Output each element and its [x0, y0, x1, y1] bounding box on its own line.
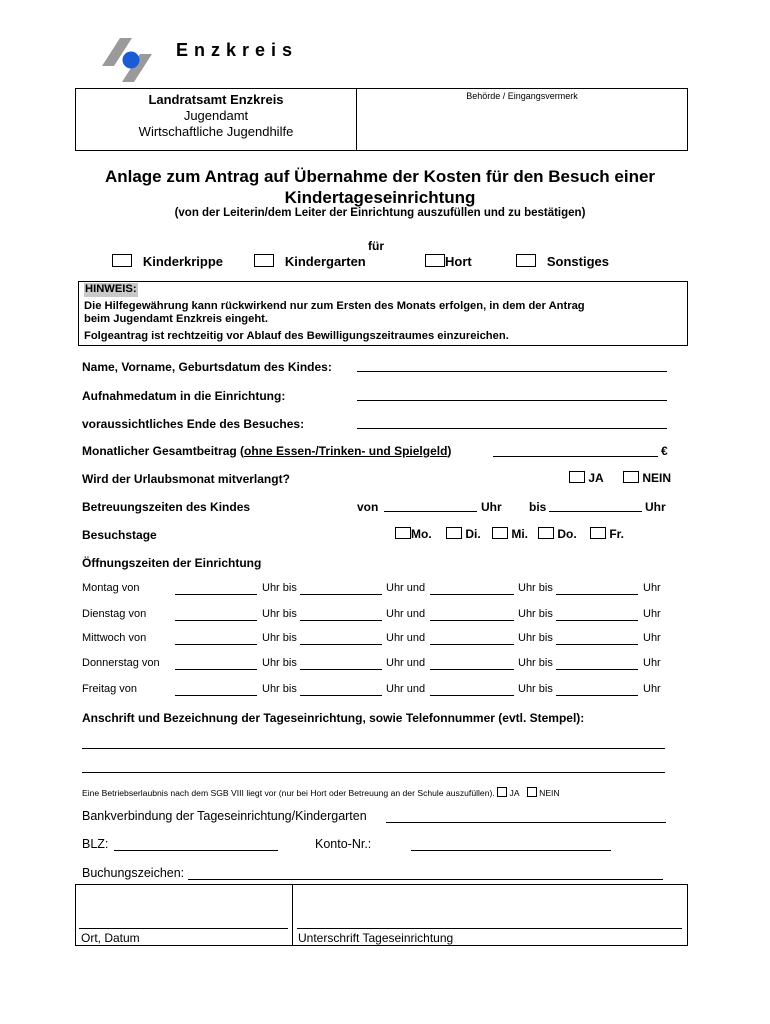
- oeffnung-day-label: Mittwoch von: [82, 632, 147, 644]
- oeffnung-field[interactable]: [300, 620, 382, 621]
- ende-label: voraussichtliches Ende des Besuches:: [82, 417, 305, 431]
- buchung-field[interactable]: [188, 879, 663, 880]
- oeffnung-uhr-bis: Uhr bis: [262, 632, 297, 644]
- betrag-suffix: ): [447, 444, 452, 458]
- oeffnung-field[interactable]: [430, 644, 514, 645]
- hinweis-line-3: Folgeantrag ist rechtzeitig vor Ablauf des Bewilligungszeitraumes einzureichen.: [84, 329, 509, 342]
- day-fr[interactable]: [590, 527, 624, 541]
- day-do[interactable]: [538, 527, 577, 541]
- oeffnung-field[interactable]: [175, 669, 257, 670]
- title-line-1: Anlage zum Antrag auf Übernahme der Kosten für den Besuch einer: [104, 167, 656, 186]
- oeffnung-field[interactable]: [175, 695, 257, 696]
- day-mo-label: Mo.: [411, 527, 432, 541]
- ende-field[interactable]: [357, 428, 667, 429]
- oeffnung-field[interactable]: [430, 669, 514, 670]
- oeffnung-uhr-und: Uhr und: [386, 683, 426, 695]
- oeffnung-uhr-bis: Uhr bis: [518, 608, 553, 620]
- signature-box: [75, 884, 688, 946]
- betrag-label: [82, 444, 451, 458]
- day-do-label: Do.: [557, 527, 577, 541]
- aufnahme-field[interactable]: [357, 400, 667, 401]
- konto-label: Konto-Nr.:: [315, 837, 372, 851]
- logo-text: Enzkreis: [176, 40, 299, 60]
- office-name: Landratsamt Enzkreis: [148, 92, 284, 107]
- bank-field[interactable]: [386, 822, 666, 823]
- betriebserlaubnis-ja-checkbox[interactable]: [497, 787, 507, 797]
- oeffnung-field[interactable]: [430, 594, 514, 595]
- oeffnung-uhr: Uhr: [643, 683, 661, 695]
- oeffnung-field[interactable]: [556, 695, 638, 696]
- oeffnung-uhr-und: Uhr und: [386, 632, 426, 644]
- ort-datum-field[interactable]: [79, 928, 288, 929]
- betriebserlaubnis-nein-checkbox[interactable]: [527, 787, 537, 797]
- oeffnung-uhr-bis: Uhr bis: [262, 683, 297, 695]
- oeffnung-uhr: Uhr: [643, 657, 661, 669]
- oeffnung-heading: Öffnungszeiten der Einrichtung: [82, 556, 262, 570]
- betriebserlaubnis-ja-label: JA: [509, 788, 520, 798]
- betrag-prefix: Monatlicher Gesamtbeitrag (: [82, 444, 245, 458]
- hort-label: Hort: [445, 254, 472, 269]
- oeffnung-uhr-bis: Uhr bis: [518, 632, 553, 644]
- day-mo[interactable]: [395, 527, 432, 541]
- urlaub-ja-label: JA: [588, 471, 604, 485]
- office-department: Jugendamt: [183, 108, 249, 123]
- day-di-checkbox[interactable]: [446, 527, 462, 539]
- oeffnung-uhr-bis: Uhr bis: [262, 582, 297, 594]
- buchung-label: Buchungszeichen:: [82, 866, 185, 880]
- day-mi[interactable]: [492, 527, 528, 541]
- kinderkrippe-checkbox[interactable]: [112, 254, 132, 267]
- oeffnung-uhr-bis: Uhr bis: [518, 683, 553, 695]
- oeffnung-uhr-bis: Uhr bis: [518, 657, 553, 669]
- stamp-label: Behörde / Eingangsvermerk: [466, 91, 578, 101]
- betreuung-von: von: [357, 500, 379, 514]
- oeffnung-uhr-bis: Uhr bis: [518, 582, 553, 594]
- anschrift-line-2[interactable]: [82, 772, 665, 773]
- hinweis-line-1: Die Hilfegewährung kann rückwirkend nur zum Ersten des Monats erfolgen, in dem der Antrag: [84, 299, 585, 312]
- anschrift-label: Anschrift und Bezeichnung der Tageseinrichtung, sowie Telefonnummer (evtl. Stempel):: [82, 711, 585, 725]
- child-name-label: Name, Vorname, Geburtsdatum des Kindes:: [82, 360, 332, 374]
- konto-field[interactable]: [411, 850, 611, 851]
- betreuung-uhr-2: Uhr: [645, 500, 666, 514]
- day-mo-checkbox[interactable]: [395, 527, 411, 539]
- hinweis-line-2: beim Jugendamt Enzkreis eingeht.: [84, 313, 269, 325]
- oeffnung-field[interactable]: [430, 620, 514, 621]
- oeffnung-day-label: Montag von: [82, 582, 140, 594]
- oeffnung-day-label: Donnerstag von: [82, 657, 160, 669]
- hinweis-label: HINWEIS:: [85, 283, 137, 295]
- oeffnung-uhr-und: Uhr und: [386, 608, 426, 620]
- office-division: Wirtschaftliche Jugendhilfe: [138, 124, 294, 139]
- urlaub-label: Wird der Urlaubsmonat mitverlangt?: [82, 472, 290, 486]
- besuchstage-label: Besuchstage: [82, 528, 157, 542]
- type-sonstiges[interactable]: [516, 254, 609, 269]
- betriebserlaubnis-row: [82, 787, 560, 798]
- hinweis-box: [78, 281, 688, 346]
- betreuung-bis-field[interactable]: [549, 511, 642, 512]
- anschrift-line-1[interactable]: [82, 748, 665, 749]
- oeffnung-field[interactable]: [300, 669, 382, 670]
- office-address: [76, 92, 356, 140]
- type-kindergarten[interactable]: [254, 254, 366, 269]
- subtitle: (von der Leiterin/dem Leiter der Einrichtung auszufüllen und zu bestätigen): [174, 207, 586, 219]
- betreuung-bis: bis: [529, 500, 547, 514]
- type-hort[interactable]: [425, 254, 472, 269]
- urlaub-nein-label: NEIN: [642, 471, 672, 485]
- day-di-label: Di.: [465, 527, 481, 541]
- blz-field[interactable]: [114, 850, 278, 851]
- urlaub-ja[interactable]: [569, 471, 604, 485]
- oeffnung-field[interactable]: [175, 594, 257, 595]
- oeffnung-field[interactable]: [556, 594, 638, 595]
- oeffnung-field[interactable]: [556, 644, 638, 645]
- day-di[interactable]: [446, 527, 481, 541]
- aufnahme-label: Aufnahmedatum in die Einrichtung:: [82, 389, 286, 403]
- ort-datum-label: Ort, Datum: [81, 931, 140, 945]
- page-title: [60, 166, 700, 208]
- title-line-2: Kindertageseinrichtung: [284, 188, 476, 207]
- betriebserlaubnis-text: Eine Betriebserlaubnis nach dem SGB VIII liegt vor (nur bei Hort oder Betreuung an der Schule auszufüllen).: [82, 788, 495, 798]
- oeffnung-field[interactable]: [556, 620, 638, 621]
- day-mi-checkbox[interactable]: [492, 527, 508, 539]
- oeffnung-field[interactable]: [175, 644, 257, 645]
- fuer-label: für: [368, 239, 384, 253]
- kindergarten-label: Kindergarten: [284, 254, 366, 269]
- oeffnung-uhr-und: Uhr und: [386, 657, 426, 669]
- oeffnung-uhr: Uhr: [643, 608, 661, 620]
- betriebserlaubnis-nein-label: NEIN: [539, 788, 560, 798]
- oeffnung-field[interactable]: [175, 620, 257, 621]
- oeffnung-day-label: Dienstag von: [82, 608, 147, 620]
- sonstiges-checkbox[interactable]: [516, 254, 536, 267]
- oeffnung-uhr-und: Uhr und: [386, 582, 426, 594]
- urlaub-nein-checkbox[interactable]: [623, 471, 639, 483]
- signature-field[interactable]: [297, 928, 682, 929]
- urlaub-ja-checkbox[interactable]: [569, 471, 585, 483]
- oeffnung-uhr-bis: Uhr bis: [262, 657, 297, 669]
- betreuung-uhr-1: Uhr: [481, 500, 502, 514]
- oeffnung-uhr-bis: Uhr bis: [262, 608, 297, 620]
- oeffnung-day-label: Freitag von: [82, 683, 138, 695]
- betreuung-von-field[interactable]: [384, 511, 477, 512]
- signature-label: Unterschrift Tageseinrichtung: [298, 931, 454, 945]
- header-box: [75, 88, 688, 151]
- oeffnung-uhr: Uhr: [643, 632, 661, 644]
- kindergarten-checkbox[interactable]: [254, 254, 274, 267]
- oeffnung-field[interactable]: [300, 594, 382, 595]
- euro-sign: €: [661, 444, 668, 458]
- betreuung-label: Betreuungszeiten des Kindes: [82, 500, 251, 514]
- oeffnung-field[interactable]: [556, 669, 638, 670]
- oeffnung-field[interactable]: [300, 644, 382, 645]
- betrag-underlined: ohne Essen-/Trinken- und Spielgeld: [244, 444, 448, 458]
- oeffnung-uhr: Uhr: [643, 582, 661, 594]
- betrag-field[interactable]: [493, 456, 658, 457]
- oeffnung-field[interactable]: [430, 695, 514, 696]
- blz-label: BLZ:: [82, 837, 109, 851]
- oeffnung-field[interactable]: [300, 695, 382, 696]
- day-fr-checkbox[interactable]: [590, 527, 606, 539]
- enzkreis-logo: [100, 36, 162, 84]
- day-mi-label: Mi.: [511, 527, 529, 541]
- sonstiges-label: Sonstiges: [546, 254, 609, 269]
- signature-divider: [292, 885, 293, 945]
- logo-dot: [123, 52, 140, 69]
- type-kinderkrippe[interactable]: [112, 254, 223, 269]
- kinderkrippe-label: Kinderkrippe: [142, 254, 224, 269]
- bank-label: Bankverbindung der Tageseinrichtung/Kindergarten: [82, 809, 367, 823]
- day-fr-label: Fr.: [609, 527, 625, 541]
- hort-checkbox[interactable]: [425, 254, 445, 267]
- day-do-checkbox[interactable]: [538, 527, 554, 539]
- child-name-field[interactable]: [357, 371, 667, 372]
- urlaub-nein[interactable]: [623, 471, 671, 485]
